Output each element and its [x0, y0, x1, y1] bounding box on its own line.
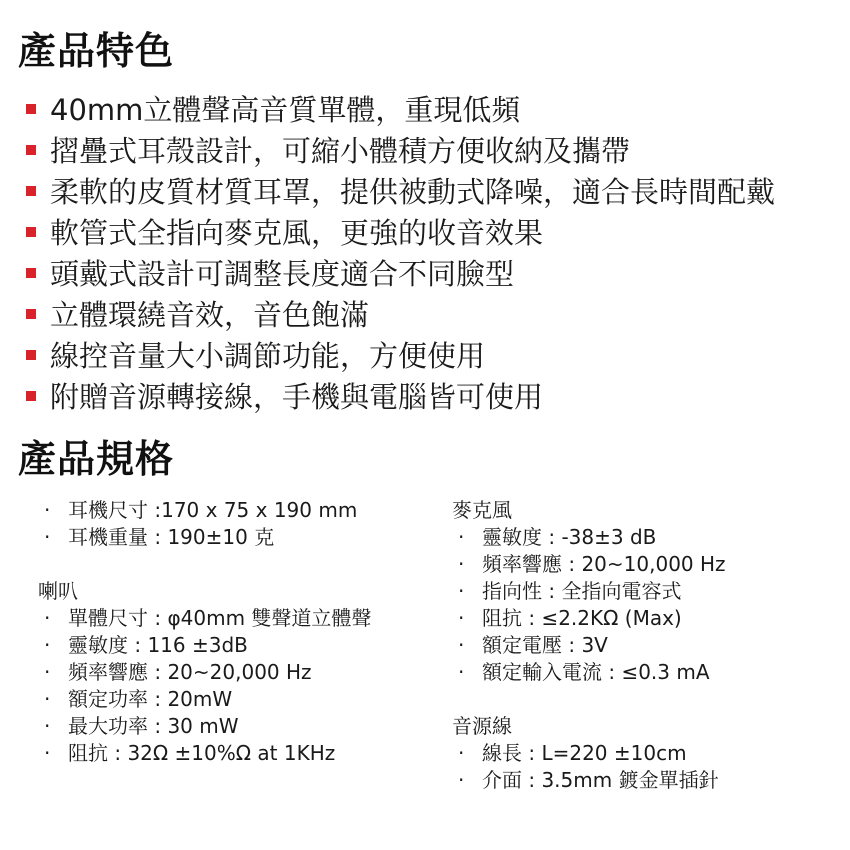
feature-item: [26, 293, 775, 334]
features-title: 產品特色: [18, 29, 175, 73]
spec-column-left: [38, 497, 371, 767]
spec-text: 耳機尺寸 :170 x 75 x 190 mm: [68, 498, 358, 522]
spec-row: [452, 767, 726, 794]
bullet-icon: [26, 186, 36, 196]
feature-item: [26, 211, 775, 252]
cable-heading: 音源線: [452, 714, 512, 738]
feature-text: 立體環繞音效，音色飽滿: [50, 298, 370, 332]
dot-bullet-icon: ‧: [458, 525, 465, 549]
spacer: [38, 551, 371, 578]
feature-text: 40mm立體聲高音質單體，重現低頻: [50, 93, 521, 127]
dot-bullet-icon: ‧: [458, 579, 465, 603]
spec-text: 介面 : 3.5mm 鍍金單插針: [482, 768, 719, 792]
bullet-icon: [26, 309, 36, 319]
feature-item: [26, 252, 775, 293]
dot-bullet-icon: ‧: [458, 552, 465, 576]
bullet-icon: [26, 227, 36, 237]
dot-bullet-icon: ‧: [458, 633, 465, 657]
spec-row: [38, 713, 371, 740]
feature-text: 摺疊式耳殼設計，可縮小體積方便收納及攜帶: [50, 134, 631, 168]
spacer: [452, 686, 726, 713]
spec-row: [452, 578, 726, 605]
dot-bullet-icon: ‧: [44, 606, 51, 630]
feature-text: 附贈音源轉接線，手機與電腦皆可使用: [50, 380, 544, 414]
bullet-icon: [26, 268, 36, 278]
spec-text: 靈敏度 : 116 ±3dB: [68, 633, 248, 657]
dot-bullet-icon: ‧: [458, 741, 465, 765]
spec-row: [452, 605, 726, 632]
spec-row: [38, 659, 371, 686]
spec-text: 阻抗 : ≤2.2KΩ (Max): [482, 606, 682, 630]
spec-row: [38, 524, 371, 551]
dot-bullet-icon: ‧: [44, 660, 51, 684]
spec-text: 靈敏度 : -38±3 dB: [482, 525, 657, 549]
spec-text: 額定輸入電流 : ≤0.3 mA: [482, 660, 710, 684]
spec-text: 額定電壓 : 3V: [482, 633, 608, 657]
spec-row: [38, 632, 371, 659]
feature-item: [26, 375, 775, 416]
bullet-icon: [26, 391, 36, 401]
feature-text: 軟管式全指向麥克風，更強的收音效果: [50, 216, 544, 250]
feature-text: 頭戴式設計可調整長度適合不同臉型: [50, 257, 515, 291]
spec-column-right: [452, 497, 726, 794]
spec-row: [452, 551, 726, 578]
feature-text: 線控音量大小調節功能，方便使用: [50, 339, 486, 373]
spec-text: 單體尺寸 : φ40mm 雙聲道立體聲: [68, 606, 372, 630]
spec-row: [38, 605, 371, 632]
spec-text: 額定功率 : 20mW: [68, 687, 233, 711]
mic-heading: 麥克風: [452, 498, 512, 522]
specs-title: 產品規格: [18, 437, 175, 481]
spec-text: 阻抗 : 32Ω ±10%Ω at 1KHz: [68, 741, 336, 765]
spec-text: 線長 : L=220 ±10cm: [482, 741, 687, 765]
feature-list: [26, 88, 775, 416]
feature-item: [26, 334, 775, 375]
spec-text: 頻率響應 : 20~20,000 Hz: [68, 660, 312, 684]
spec-row: [452, 632, 726, 659]
speaker-heading: 喇叭: [38, 579, 78, 603]
spec-row: [38, 740, 371, 767]
feature-text: 柔軟的皮質材質耳罩，提供被動式降噪，適合長時間配戴: [50, 175, 776, 209]
dot-bullet-icon: ‧: [44, 633, 51, 657]
dot-bullet-icon: ‧: [44, 741, 51, 765]
spec-row: [38, 686, 371, 713]
spec-row: [452, 659, 726, 686]
feature-item: [26, 129, 775, 170]
spec-row: [452, 524, 726, 551]
spec-row: [38, 497, 371, 524]
bullet-icon: [26, 104, 36, 114]
dot-bullet-icon: ‧: [44, 498, 51, 522]
spec-text: 頻率響應 : 20~10,000 Hz: [482, 552, 726, 576]
dot-bullet-icon: ‧: [44, 687, 51, 711]
spec-row: [452, 740, 726, 767]
feature-item: [26, 88, 775, 129]
bullet-icon: [26, 145, 36, 155]
dot-bullet-icon: ‧: [44, 525, 51, 549]
feature-item: [26, 170, 775, 211]
dot-bullet-icon: ‧: [44, 714, 51, 738]
spec-text: 耳機重量 : 190±10 克: [68, 525, 275, 549]
dot-bullet-icon: ‧: [458, 660, 465, 684]
dot-bullet-icon: ‧: [458, 768, 465, 792]
bullet-icon: [26, 350, 36, 360]
spec-text: 最大功率 : 30 mW: [68, 714, 239, 738]
spec-text: 指向性 : 全指向電容式: [482, 579, 682, 603]
dot-bullet-icon: ‧: [458, 606, 465, 630]
